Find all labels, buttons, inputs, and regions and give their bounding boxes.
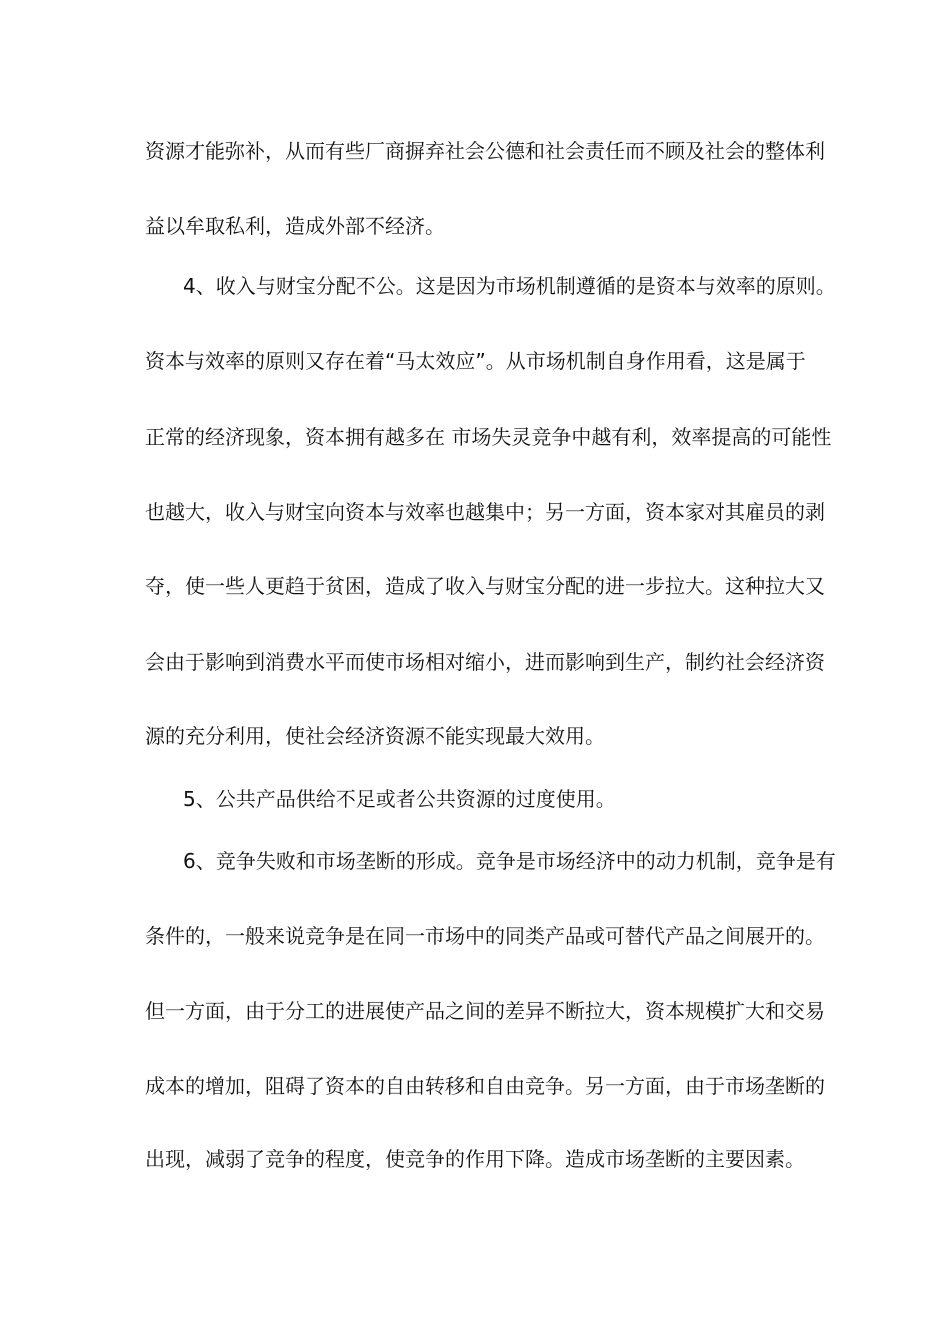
paragraph-4-heading-line: 4、收入与财宝分配不公。这是因为市场机制遵循的是资本与效率的原则。 bbox=[183, 274, 836, 298]
text-line: 正常的经济现象，资本拥有越多在 市场失灵竞争中越有利，效率提高的可能性 bbox=[145, 425, 832, 449]
text-line: 但一方面，由于分工的进展使产品之间的差异不断拉大，资本规模扩大和交易 bbox=[145, 999, 825, 1023]
text-line: 资源才能弥补，从而有些厂商摒弃社会公德和社会责任而不顾及社会的整体利 bbox=[145, 139, 825, 163]
text-line: 会由于影响到消费水平而使市场相对缩小，进而影响到生产，制约社会经济资 bbox=[145, 650, 825, 674]
text-line: 夺，使一些人更趋于贫困，造成了收入与财宝分配的进一步拉大。这种拉大又 bbox=[145, 574, 825, 598]
text-line: 条件的，一般来说竞争是在同一市场中的同类产品或可替代产品之间展开的。 bbox=[145, 924, 825, 948]
text-line: 益以牟取私利，造成外部不经济。 bbox=[145, 214, 445, 238]
text-line: 源的充分利用，使社会经济资源不能实现最大效用。 bbox=[145, 724, 605, 748]
paragraph-5-line: 5、公共产品供给不足或者公共资源的过度使用。 bbox=[183, 787, 616, 811]
text-line: 也越大，收入与财宝向资本与效率也越集中；另一方面，资本家对其雇员的剥 bbox=[145, 500, 825, 524]
text-line: 出现，减弱了竞争的程度，使竞争的作用下降。造成市场垄断的主要因素。 bbox=[145, 1147, 805, 1171]
paragraph-6-heading-line: 6、竞争失败和市场垄断的形成。竞争是市场经济中的动力机制，竞争是有 bbox=[183, 849, 836, 873]
text-line: 资本与效率的原则又存在着“马太效应”。从市场机制自身作用看，这是属于 bbox=[145, 349, 806, 373]
text-line: 成本的增加，阻碍了资本的自由转移和自由竞争。另一方面，由于市场垄断的 bbox=[145, 1074, 825, 1098]
